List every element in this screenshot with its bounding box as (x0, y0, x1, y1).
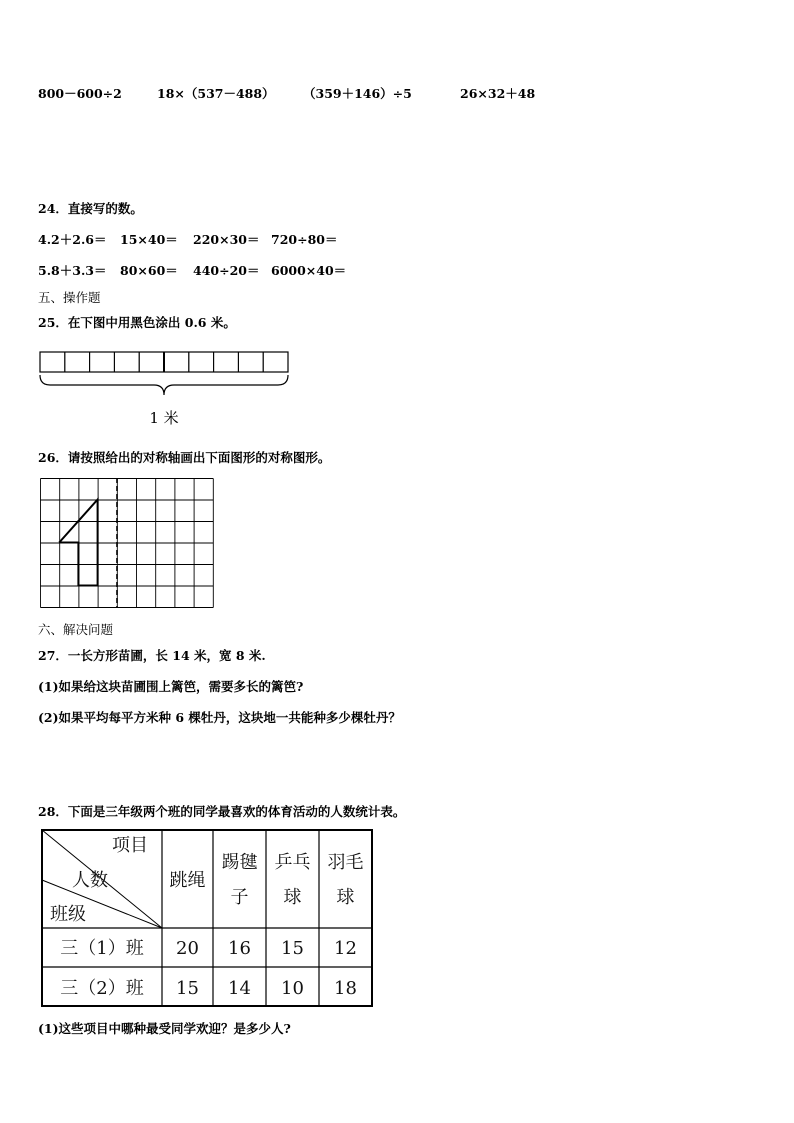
col-header: 跳绳 (169, 870, 206, 891)
q24-r1-c1: 4.2＋2.6＝ (38, 232, 107, 247)
ruler-cell[interactable] (263, 352, 288, 372)
q27-sub2: (2)如果平均每平方米种 6 棵牡丹，这块地一共能种多少棵牡丹？ (38, 710, 401, 725)
q23-expr-2: 18×（537－488） (157, 86, 275, 101)
q24-r1-c2: 15×40＝ (120, 232, 178, 247)
header-diag-top: 项目 (112, 835, 148, 856)
q23-expr-1: 800－600÷2 (38, 86, 122, 101)
q24-r2-c4: 6000×40＝ (271, 263, 347, 278)
header-diag-middle: 人数 (72, 870, 108, 891)
col-header-line: 乒乓 (274, 852, 311, 873)
table-cell-value: 12 (334, 938, 357, 959)
table-cell-value: 16 (228, 938, 251, 959)
col-header-line: 踢毽 (221, 852, 258, 873)
q24-title: 24．直接写的数。 (38, 201, 143, 216)
q23-expr-3: （359＋146）÷5 (303, 86, 412, 101)
q24-r2-c3: 440÷20＝ (193, 263, 260, 278)
ruler-cell[interactable] (40, 352, 65, 372)
row-label: 三（1）班 (60, 938, 144, 959)
table-cell-value: 10 (281, 978, 304, 999)
q28-title: 28．下面是三年级两个班的同学最喜欢的体育活动的人数统计表。 (38, 804, 406, 819)
header-diag-bottom: 班级 (50, 904, 86, 925)
col-header-line: 球 (283, 887, 302, 908)
q24-r2-c2: 80×60＝ (120, 263, 178, 278)
q26-title: 26．请按照给出的对称轴画出下面图形的对称图形。 (38, 450, 331, 465)
ruler-cell[interactable] (139, 352, 164, 372)
ruler-cells[interactable] (40, 352, 288, 372)
ruler-cell[interactable] (214, 352, 239, 372)
ruler-cell[interactable] (114, 352, 139, 372)
row-label: 三（2）班 (60, 978, 144, 999)
q24-r2-c1: 5.8＋3.3＝ (38, 263, 107, 278)
q27-sub1: (1)如果给这块苗圃围上篱笆，需要多长的篱笆? (38, 679, 304, 694)
section-6-heading: 六、解决问题 (38, 622, 114, 637)
given-shape (59, 500, 97, 586)
q27-title: 27．一长方形苗圃，长 14 米，宽 8 米. (38, 648, 266, 663)
brace (40, 375, 288, 395)
q25-ruler-figure (36, 348, 296, 432)
table-cell-value: 15 (176, 978, 199, 999)
q25-title: 25．在下图中用黑色涂出 0.6 米。 (38, 315, 236, 330)
ruler-cell[interactable] (238, 352, 263, 372)
q24-r1-c4: 720÷80＝ (271, 232, 338, 247)
table-cell-value: 20 (176, 938, 199, 959)
table-cell-value: 15 (281, 938, 304, 959)
q28-sub1: (1)这些项目中哪种最受同学欢迎？是多少人? (38, 1021, 291, 1036)
ruler-cell[interactable] (65, 352, 90, 372)
q26-symmetry-grid (40, 478, 215, 610)
ruler-cell[interactable] (90, 352, 115, 372)
col-header-line: 子 (230, 887, 249, 908)
table-cell-value: 18 (334, 978, 357, 999)
table-cell-value: 14 (228, 978, 251, 999)
ruler-cell[interactable] (189, 352, 214, 372)
col-header-line: 羽毛 (327, 852, 364, 873)
ruler-cell[interactable] (164, 352, 189, 372)
brace-label: 1 米 (149, 409, 179, 427)
q28-stats-table (40, 828, 376, 1010)
q23-expr-4: 26×32＋48 (460, 86, 536, 101)
col-header-line: 球 (336, 887, 355, 908)
q24-r1-c3: 220×30＝ (193, 232, 260, 247)
section-5-heading: 五、操作题 (38, 290, 101, 305)
